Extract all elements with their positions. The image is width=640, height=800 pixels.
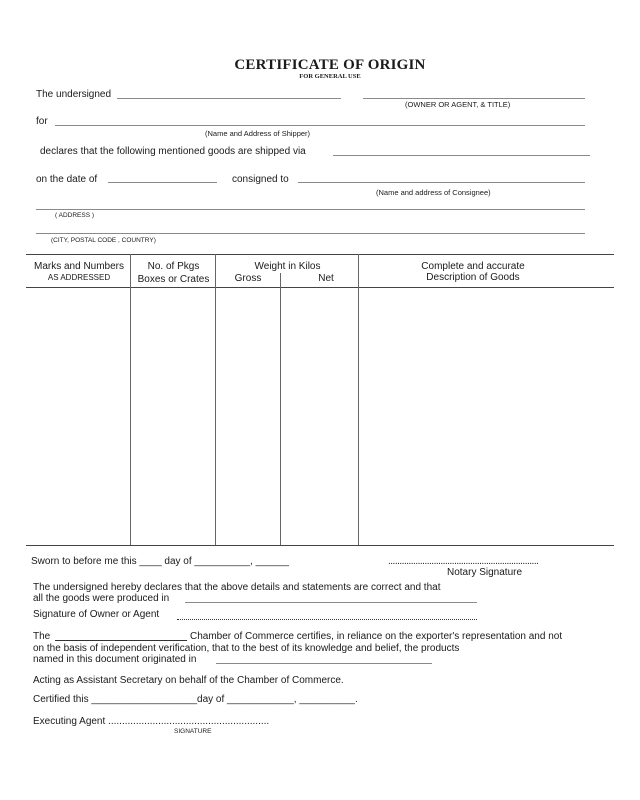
consigned-label: consigned to: [232, 174, 289, 185]
col-header-marks: [26, 261, 132, 283]
shipper-note: (Name and Address of Shipper): [205, 129, 311, 138]
pkgs-header-sublabel: Boxes or Crates: [137, 274, 210, 285]
chamber-verification-text: on the basis of independent verification, that to the best of its knowledge and belief, the products: [33, 643, 460, 654]
description-header-sublabel: Description of Goods: [426, 272, 520, 283]
address-line[interactable]: [36, 209, 585, 210]
undersigned-line[interactable]: [117, 98, 341, 99]
notary-signature-line[interactable]: ..................................................................: [388, 556, 539, 567]
produced-in-label: all the goods were produced in: [33, 593, 170, 604]
col-header-weight: Weight in Kilos: [254, 261, 321, 272]
city-note: (CITY, POSTAL CODE , COUNTRY): [51, 237, 156, 244]
consignee-note: (Name and address of Consignee): [376, 188, 491, 197]
signature-owner-line[interactable]: [177, 619, 477, 620]
owner-line[interactable]: [363, 98, 585, 99]
for-label: for: [36, 116, 48, 127]
col-header-description: [359, 261, 587, 283]
col-header-gross: Gross: [234, 273, 262, 284]
col-header-net: Net: [318, 273, 334, 284]
city-line[interactable]: [36, 233, 585, 234]
table-col-divider: [215, 254, 216, 545]
consignee-line[interactable]: [298, 182, 585, 183]
table-header-border: [26, 287, 614, 288]
declare-text: The undersigned hereby declares that the above details and statements are correct and that: [33, 582, 441, 593]
shipper-line[interactable]: [55, 125, 585, 126]
pkgs-header-label: No. of Pkgs: [147, 261, 200, 272]
originated-in-line[interactable]: [216, 663, 432, 664]
signature-owner-label: Signature of Owner or Agent: [33, 609, 160, 620]
sworn-text: Sworn to before me this ____ day of __________, ______: [31, 556, 289, 567]
acting-text: Acting as Assistant Secretary on behalf of the Chamber of Commerce.: [33, 675, 344, 686]
document-subtitle: FOR GENERAL USE: [299, 73, 361, 80]
originated-in-label: named in this document originated in: [33, 654, 197, 665]
executing-agent-text[interactable]: Executing Agent ..........................................................: [33, 716, 270, 727]
date-line[interactable]: [108, 182, 217, 183]
marks-header-sublabel: AS ADDRESSED: [47, 273, 111, 282]
chamber-the-label: The: [33, 631, 51, 642]
chamber-certifies-text: Chamber of Commerce certifies, in reliance on the exporter's representation and not: [190, 631, 563, 642]
table-col-divider: [358, 254, 359, 545]
description-header-label: Complete and accurate: [421, 261, 525, 272]
table-col-divider: [280, 273, 281, 545]
table-bottom-border: [26, 545, 614, 546]
document-title: CERTIFICATE OF ORIGIN: [234, 57, 426, 73]
chamber-name-line[interactable]: [55, 640, 187, 641]
col-header-pkgs: [131, 261, 216, 285]
signature-note: SIGNATURE: [174, 728, 212, 735]
certified-text[interactable]: Certified this ___________________day of ____________, __________.: [33, 694, 358, 705]
produced-in-line[interactable]: [185, 602, 477, 603]
address-note: ( ADDRESS ): [55, 212, 95, 219]
owner-note: (OWNER OR AGENT, & TITLE): [405, 100, 511, 109]
declares-label: declares that the following mentioned goods are shipped via: [40, 146, 306, 157]
undersigned-label: The undersigned: [36, 89, 112, 100]
date-label: on the date of: [36, 174, 98, 185]
marks-header-label: Marks and Numbers: [33, 261, 125, 272]
shipped-via-line[interactable]: [333, 155, 590, 156]
table-top-border: [26, 254, 614, 255]
table-col-divider: [130, 254, 131, 545]
notary-label: Notary Signature: [447, 567, 523, 578]
